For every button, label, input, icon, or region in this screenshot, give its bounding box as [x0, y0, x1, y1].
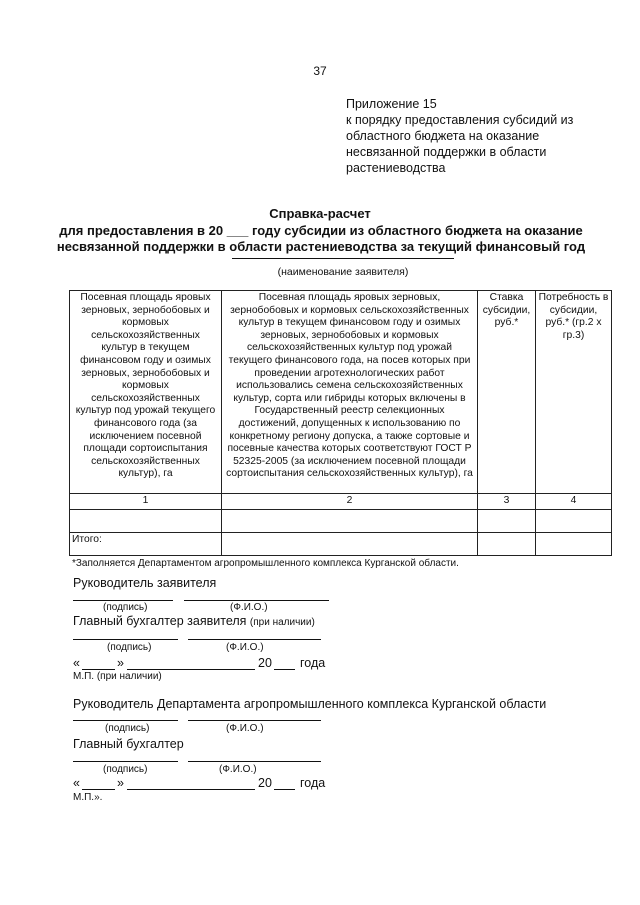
- name-line[interactable]: [188, 720, 321, 721]
- table-header-row: [70, 291, 612, 494]
- applicant-head-label: Руководитель заявителя: [73, 576, 217, 590]
- column-number: 4: [536, 494, 612, 510]
- date-open-quote: «: [73, 656, 80, 670]
- column-number: 3: [478, 494, 536, 510]
- stamp-note: М.П.».: [73, 792, 103, 803]
- date-close-quote: »: [117, 656, 124, 670]
- header-cell-subsidy-rate: Ставка субсидии, руб.*: [478, 291, 536, 494]
- applicant-name-caption: (наименование заявителя): [277, 266, 409, 278]
- table-cell[interactable]: [536, 509, 612, 532]
- year-prefix: 20: [258, 656, 272, 670]
- signature-line[interactable]: [73, 761, 178, 762]
- signature-caption: (подпись): [103, 764, 148, 775]
- name-caption: (Ф.И.О.): [226, 723, 264, 734]
- name-caption: (Ф.И.О.): [219, 764, 257, 775]
- name-line[interactable]: [188, 761, 321, 762]
- header-cell-subsidy-need: Потребность в субсидии, руб.* (гр.2 х гр.3): [536, 291, 612, 494]
- day-line[interactable]: [82, 789, 115, 790]
- document-subtitle: [36, 223, 606, 255]
- signature-caption: (подпись): [103, 602, 148, 613]
- signature-line[interactable]: [73, 600, 173, 601]
- table-row: [70, 509, 612, 532]
- chief-accountant-label: [73, 614, 315, 628]
- table-cell[interactable]: [478, 532, 536, 555]
- if-present-note: (при наличии): [249, 617, 315, 628]
- signature-caption: (подпись): [107, 642, 152, 653]
- day-line[interactable]: [82, 669, 115, 670]
- footnote: *Заполняется Департаментом агропромышленного комплекса Курганской области.: [72, 558, 459, 569]
- month-line[interactable]: [127, 789, 255, 790]
- table-cell[interactable]: [222, 532, 478, 555]
- column-number: 1: [70, 494, 222, 510]
- signature-line[interactable]: [73, 639, 178, 640]
- appendix-line: несвязанной поддержки в области: [346, 145, 547, 159]
- name-caption: (Ф.И.О.): [226, 642, 264, 653]
- table-cell[interactable]: [70, 509, 222, 532]
- year-line[interactable]: [274, 669, 295, 670]
- department-head-label: Руководитель Департамента агропромышленного комплекса Курганской области: [73, 697, 547, 711]
- signature-caption: (подпись): [105, 723, 150, 734]
- year-suffix: года: [300, 776, 326, 790]
- appendix-line: растениеводства: [346, 161, 446, 175]
- month-line[interactable]: [127, 669, 255, 670]
- header-cell-sown-area: Посевная площадь яровых зерновых, зернобобовых и кормовых сельскохозяйственных культур в текущем финансовом году и озимых зерновых, зернобобовых и кормовых сельскохозяйственных культур под урожай текущего финансового года (за исключением посевной площади сортоиспытания сельскохозяйственных культур), га: [70, 291, 222, 494]
- year-prefix: 20: [258, 776, 272, 790]
- signature-line[interactable]: [73, 720, 178, 721]
- stamp-optional-note: М.П. (при наличии): [73, 671, 162, 682]
- subtitle-line-2: несвязанной поддержки в области растениеводства за текущий финансовый год: [56, 239, 586, 254]
- name-line[interactable]: [184, 600, 329, 601]
- appendix-block: [346, 96, 606, 176]
- table-total-row: [70, 532, 612, 555]
- chief-accountant-text: Главный бухгалтер заявителя: [73, 614, 247, 628]
- appendix-line: к порядку предоставления субсидий из: [346, 113, 574, 127]
- appendix-line: областного бюджета на оказание: [346, 129, 540, 143]
- header-cell-certified-seeds-area: Посевная площадь яровых зерновых, зернобобовых и кормовых сельскохозяйственных культур в текущем финансовом году и озимых зерновых, зернобобовых и кормовых сельскохозяйственных культур под урожай текущего финансового года, на посев которых при проведении агротехнологических работ использовались семена сельскохозяйственных культур, сорта или гибриды которых включены в Государственный реестр селекционных достижений, допущенных к использованию по конкретному региону допуска, а также сортовые и посевные качества которых соответствуют ГОСТ Р 52325-2005 (за исключением посевной площади сортоиспытания сельскохозяйственных культур), га: [222, 291, 478, 494]
- name-line[interactable]: [188, 639, 321, 640]
- table-cell[interactable]: [478, 509, 536, 532]
- total-label: Итого:: [70, 532, 222, 555]
- table-cell[interactable]: [536, 532, 612, 555]
- table-cell[interactable]: [222, 509, 478, 532]
- page-number: 37: [313, 64, 327, 78]
- appendix-title: Приложение 15: [346, 97, 437, 111]
- year-suffix: года: [300, 656, 326, 670]
- date-open-quote: «: [73, 776, 80, 790]
- column-number: 2: [222, 494, 478, 510]
- applicant-name-line: [232, 258, 454, 259]
- calculation-table: [69, 290, 612, 556]
- document-title: Справка-расчет: [269, 206, 371, 221]
- subtitle-line-1: для предоставления в 20 ___ году субсидии из областного бюджета на оказание: [59, 223, 583, 238]
- table-column-numbers-row: [70, 494, 612, 510]
- name-caption: (Ф.И.О.): [230, 602, 268, 613]
- year-line[interactable]: [274, 789, 295, 790]
- chief-accountant-dept-label: Главный бухгалтер: [73, 737, 184, 751]
- date-close-quote: »: [117, 776, 124, 790]
